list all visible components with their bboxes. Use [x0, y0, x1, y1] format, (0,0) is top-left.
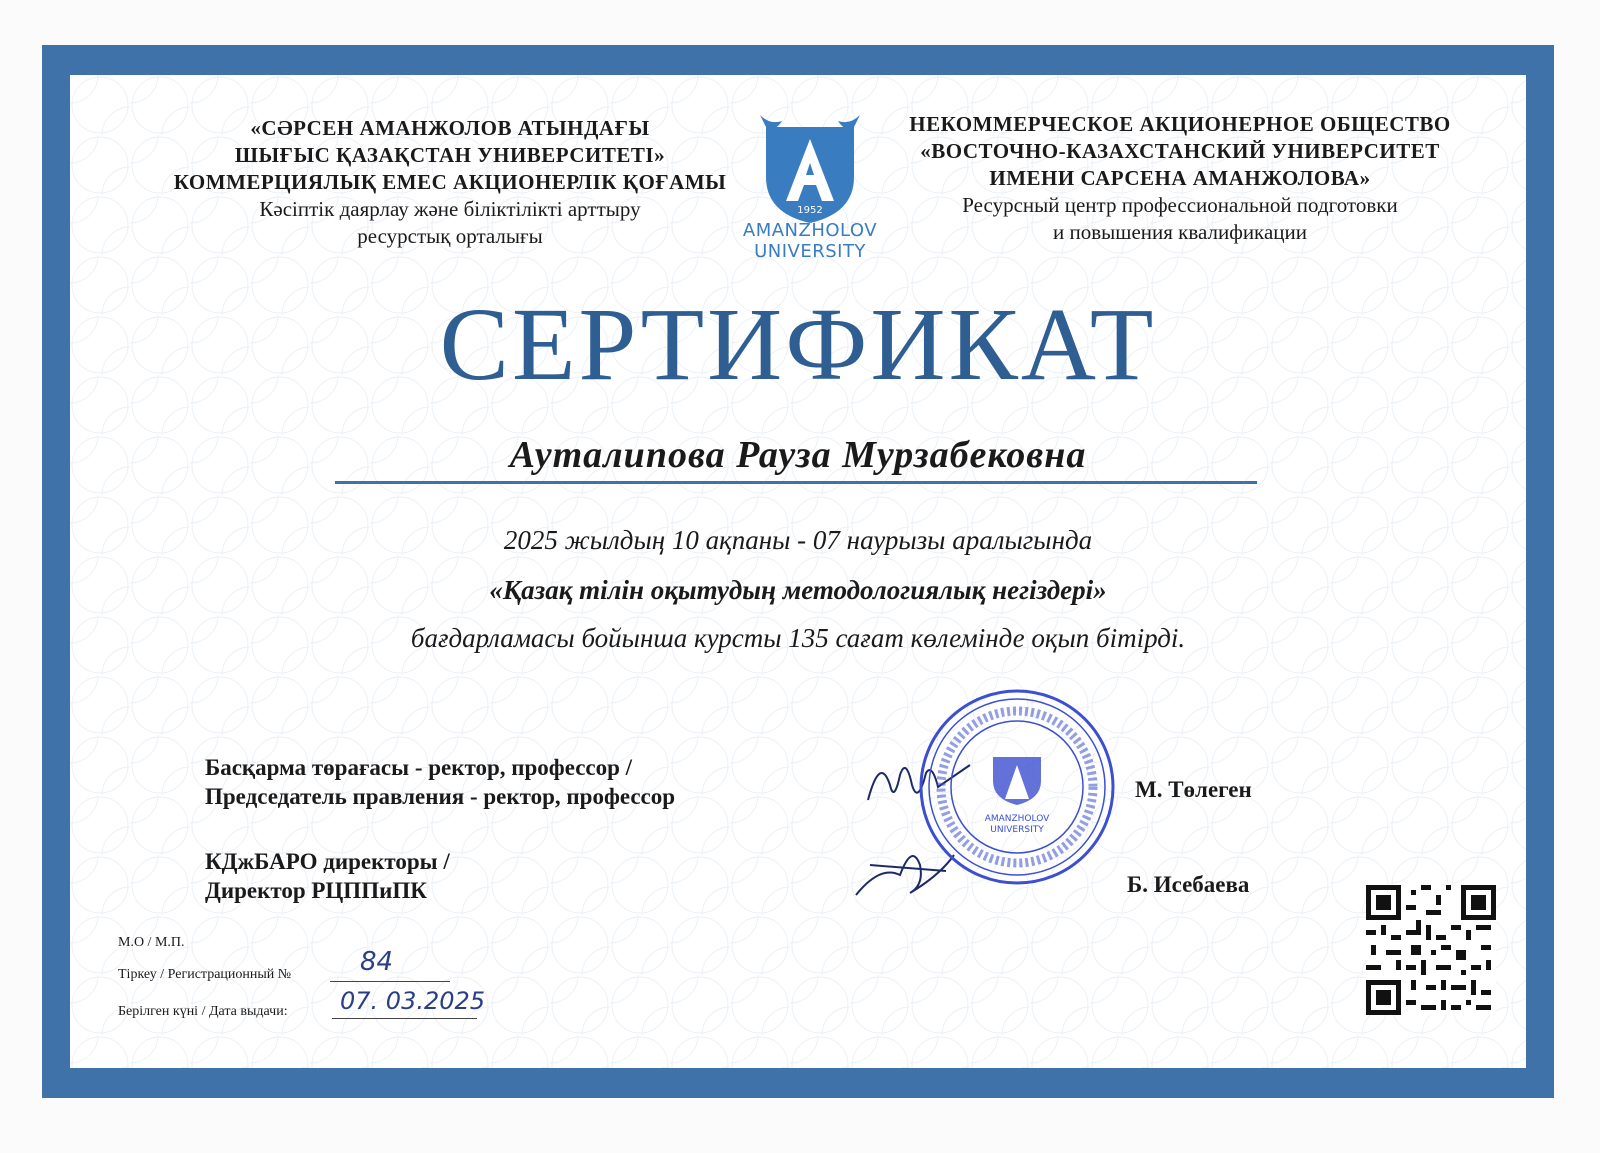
- registration-label: Тіркеу / Регистрационный №: [118, 967, 292, 982]
- qr-code-icon[interactable]: [1366, 885, 1496, 1015]
- header-left: [170, 115, 730, 250]
- rector-title: [205, 753, 675, 811]
- seal-stamp-icon: [917, 687, 1117, 887]
- director-title-ru: Директор РЦППиПК: [205, 878, 427, 903]
- stamp-place-label: М.О / М.П.: [118, 935, 185, 950]
- director-title-kz: КДжБАРО директоры /: [205, 849, 450, 874]
- logo-name-line2: UNIVERSITY: [754, 241, 866, 262]
- header-right-line5: и повышения квалификации: [1053, 220, 1307, 244]
- header-right-line2: «ВОСТОЧНО-КАЗАХСТАНСКИЙ УНИВЕРСИТЕТ: [920, 139, 1440, 163]
- certificate-body: [70, 75, 1526, 1068]
- director-title: [205, 847, 450, 905]
- header-right-line4: Ресурсный центр профессиональной подготовки: [962, 193, 1398, 217]
- rector-name: М. Төлеген: [1135, 777, 1252, 802]
- header-left-line4: Кәсіптік даярлау және біліктілікті арттыру: [259, 197, 641, 221]
- course-program: «Қазақ тілін оқытудың методологиялық негіздері»: [489, 575, 1107, 605]
- header-left-line3: КОММЕРЦИЯЛЫҚ ЕМЕС АКЦИОНЕРЛІК ҚОҒАМЫ: [173, 170, 727, 194]
- logo-name-line1: AMANZHOLOV: [742, 220, 878, 241]
- header-right-line1: НЕКОММЕРЧЕСКОЕ АКЦИОНЕРНОЕ ОБЩЕСТВО: [909, 112, 1451, 136]
- course-completion: бағдарламасы бойынша курсты 135 сағат көлемінде оқып бітірді.: [410, 623, 1186, 653]
- issue-date-line: [332, 1018, 477, 1019]
- director-name: Б. Исебаева: [1127, 872, 1250, 897]
- certificate-title: СЕРТИФИКАТ: [439, 287, 1157, 402]
- header-left-line1: «СӘРСЕН АМАНЖОЛОВ АТЫНДАҒЫ: [250, 116, 650, 140]
- header-right-line3: ИМЕНИ САРСЕНА АМАНЖОЛОВА»: [989, 166, 1371, 190]
- registration-line: [330, 981, 450, 982]
- recipient-name: Ауталипова Рауза Мурзабековна: [509, 434, 1087, 476]
- registration-number: 84: [360, 947, 394, 977]
- rector-title-kz: Басқарма төрағасы - ректор, профессор /: [205, 755, 633, 780]
- course-period: 2025 жылдың 10 ақпаны - 07 наурызы аралыгында: [503, 525, 1093, 555]
- stamp-center-line2: UNIVERSITY: [990, 825, 1044, 835]
- header-left-line5: ресурстық орталығы: [357, 224, 543, 248]
- name-underline: [335, 481, 1257, 484]
- issue-date-value: 07. 03.2025: [340, 987, 486, 1015]
- rector-title-ru: Председатель правления - ректор, профессор: [205, 784, 676, 809]
- issue-date-label: Берілген күні / Дата выдачи:: [118, 1004, 288, 1019]
- stamp-center-line1: AMANZHOLOV: [984, 814, 1050, 824]
- header-left-line2: ШЫҒЫС ҚАЗАҚСТАН УНИВЕРСИТЕТІ»: [234, 143, 666, 167]
- logo-year: 1952: [797, 205, 823, 216]
- header-right: [900, 111, 1460, 246]
- logo-caption: [710, 220, 910, 262]
